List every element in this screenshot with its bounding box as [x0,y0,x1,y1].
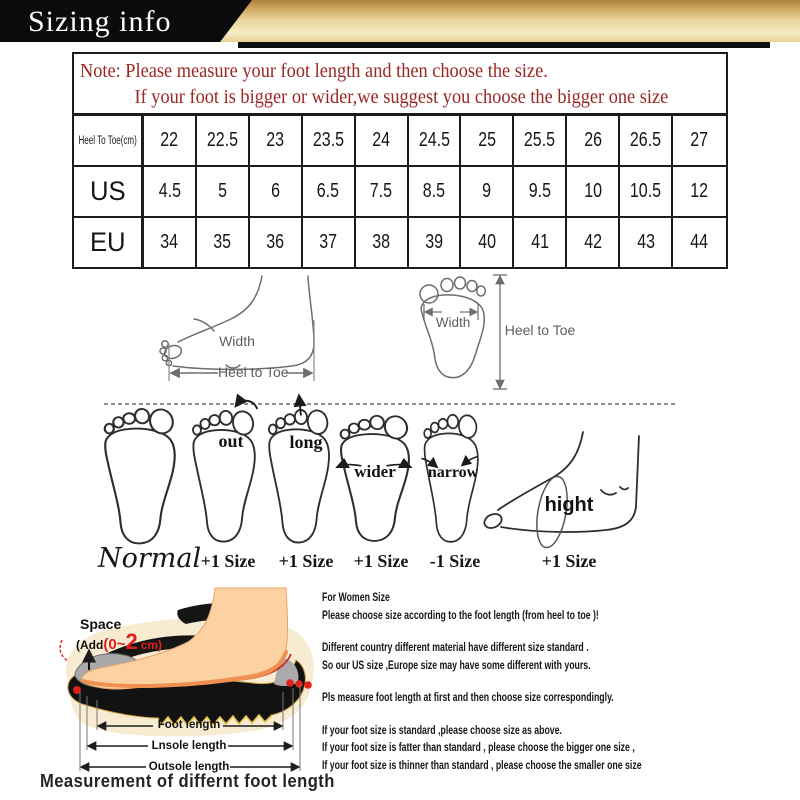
size-cell [409,218,462,267]
size-cell [567,116,620,165]
cell-value: 6 [270,180,280,202]
foot-type-label-wider: wider [354,462,396,481]
cell-value: 37 [319,231,338,253]
diagram-caption: Measurement of differnt foot length [40,771,335,791]
table-row-heel-to-toe [74,116,726,167]
size-cell [567,218,620,267]
note-box [74,54,726,116]
space-label: Space [80,616,122,632]
foot-normal [98,407,184,551]
size-cell [303,167,356,216]
size-chart [72,52,728,269]
space-add-line [76,629,162,655]
foot-type-label-hight: hight [544,494,594,516]
space-range-start: (0~ [103,636,126,653]
cell-value: 23 [266,129,285,151]
note-standard: If your foot size is standard ,please choose size as above. [322,724,562,737]
cell-value: 8.5 [422,180,446,202]
row-header [74,167,144,216]
size-cell [303,116,356,165]
size-cell [567,167,620,216]
cell-value: 27 [690,129,709,151]
spacer [322,625,800,640]
size-cell [356,116,409,165]
size-cell [144,116,197,165]
size-cell [673,167,726,216]
size-cell [673,218,726,267]
size-cell [620,218,673,267]
row-header-label: US [89,176,126,206]
size-adjust-out: +1 Size [200,551,256,571]
row-header-label: EU [89,227,126,257]
foot-out [187,409,263,549]
cell-value: 9 [482,180,492,202]
cell-value: 42 [583,231,602,253]
cell-value: 7.5 [369,180,393,202]
note-us-europe: So our US size ,Europe size may have some different with yours. [322,659,591,672]
cell-value: 5 [217,180,227,202]
size-cell [197,218,250,267]
size-cell [514,116,567,165]
cell-value: 39 [425,231,443,253]
row-header-label: Heel To Toe(cm) [78,134,137,147]
foot-type-label-out: out [218,431,244,451]
size-cell [250,116,303,165]
cell-value: 22.5 [206,129,238,151]
foot-type-label-long: long [289,432,323,452]
foot-type-label-narrow: narrow [427,464,479,481]
size-cell [144,167,197,216]
cell-value: 24 [372,129,390,151]
size-cell [356,167,409,216]
note-line-2: If your foot is bigger or wider,we suggest you choose the bigger one size [134,87,669,108]
page-title: Sizing info [28,5,172,38]
size-cell [250,167,303,216]
dashed-divider [104,403,678,405]
toe-space-curve [60,640,68,661]
foot-hight [480,430,644,552]
cell-value: 10 [583,180,602,202]
size-cell [620,116,673,165]
foot-long [263,408,337,550]
side-width-label: Width [219,333,255,349]
size-cell [303,218,356,267]
size-cell [250,218,303,267]
cell-value: 34 [160,231,179,253]
size-cell [144,218,197,267]
gold-ribbon-shadow [238,42,770,48]
size-adjust-narrow: -1 Size [429,551,481,571]
size-adjust-long: +1 Size [278,551,334,571]
row-header [74,116,144,165]
cell-value: 10.5 [630,180,662,202]
space-unit: cm) [140,638,163,652]
note-line-1: Note: Please measure your foot length and then choose the size. [80,61,548,82]
note-thinner: If your foot size is thinner than standard , please choose the smaller one size [322,759,642,772]
cell-value: 25 [478,129,496,151]
foot-length-label: Foot length [157,719,221,731]
side-heel-to-toe-label: Heel to Toe [218,364,289,380]
footprint-heel-to-toe-label: Heel to Toe [504,322,576,338]
size-cell [514,218,567,267]
insole-length-label: Lnsole length [151,740,227,752]
cell-value: 36 [266,231,285,253]
cell-value: 9.5 [528,180,551,202]
size-cell [409,167,462,216]
size-adjust-normal: Normal [98,543,202,574]
table-row-us [74,167,726,218]
foot-outline [160,276,314,369]
cell-value: 43 [636,231,655,253]
spacer [322,708,800,723]
note-choose-by-length: Please choose size according to the foot length (from heel to toe )! [322,609,599,622]
note-measure-first: Pls measure foot length at first and then choose size correspondingly. [322,692,614,704]
cell-value: 41 [530,231,549,253]
cell-value: 23.5 [312,129,344,151]
size-cell [620,167,673,216]
size-cell [514,167,567,216]
space-range-value: 2 [125,629,138,654]
size-cell [461,218,514,267]
cell-value: 24.5 [418,129,450,151]
cell-value: 12 [690,180,709,202]
size-cell [461,116,514,165]
cell-value: 26 [583,129,602,151]
size-notes [322,590,800,775]
footprint-width-label: Width [435,315,471,330]
size-adjust-hight: +1 Size [541,551,597,571]
note-for-women: For Women Size [322,592,390,604]
row-header [74,218,144,267]
outsole-length-label: Outsole length [148,761,230,773]
size-cell [197,116,250,165]
cell-value: 35 [213,231,232,253]
size-cell [673,116,726,165]
size-cell [461,167,514,216]
gold-ribbon [220,0,800,42]
note-fatter: If your foot size is fatter than standard , please choose the bigger one size , [322,742,635,754]
size-adjust-wider: +1 Size [353,551,409,571]
cell-value: 22 [160,129,179,151]
cell-value: 26.5 [630,129,662,151]
table-row-eu [74,218,726,267]
space-add-text: (Add [76,638,104,652]
cell-value: 25.5 [524,129,556,151]
cell-value: 44 [690,231,709,253]
cell-value: 6.5 [317,180,340,202]
note-different-standard: Different country different material have different size standard . [322,642,589,654]
size-cell [197,167,250,216]
cell-value: 40 [478,231,496,253]
size-cell [356,218,409,267]
size-cell [409,116,462,165]
cell-value: 4.5 [158,180,181,202]
cell-value: 38 [372,231,390,253]
spacer [322,675,800,690]
